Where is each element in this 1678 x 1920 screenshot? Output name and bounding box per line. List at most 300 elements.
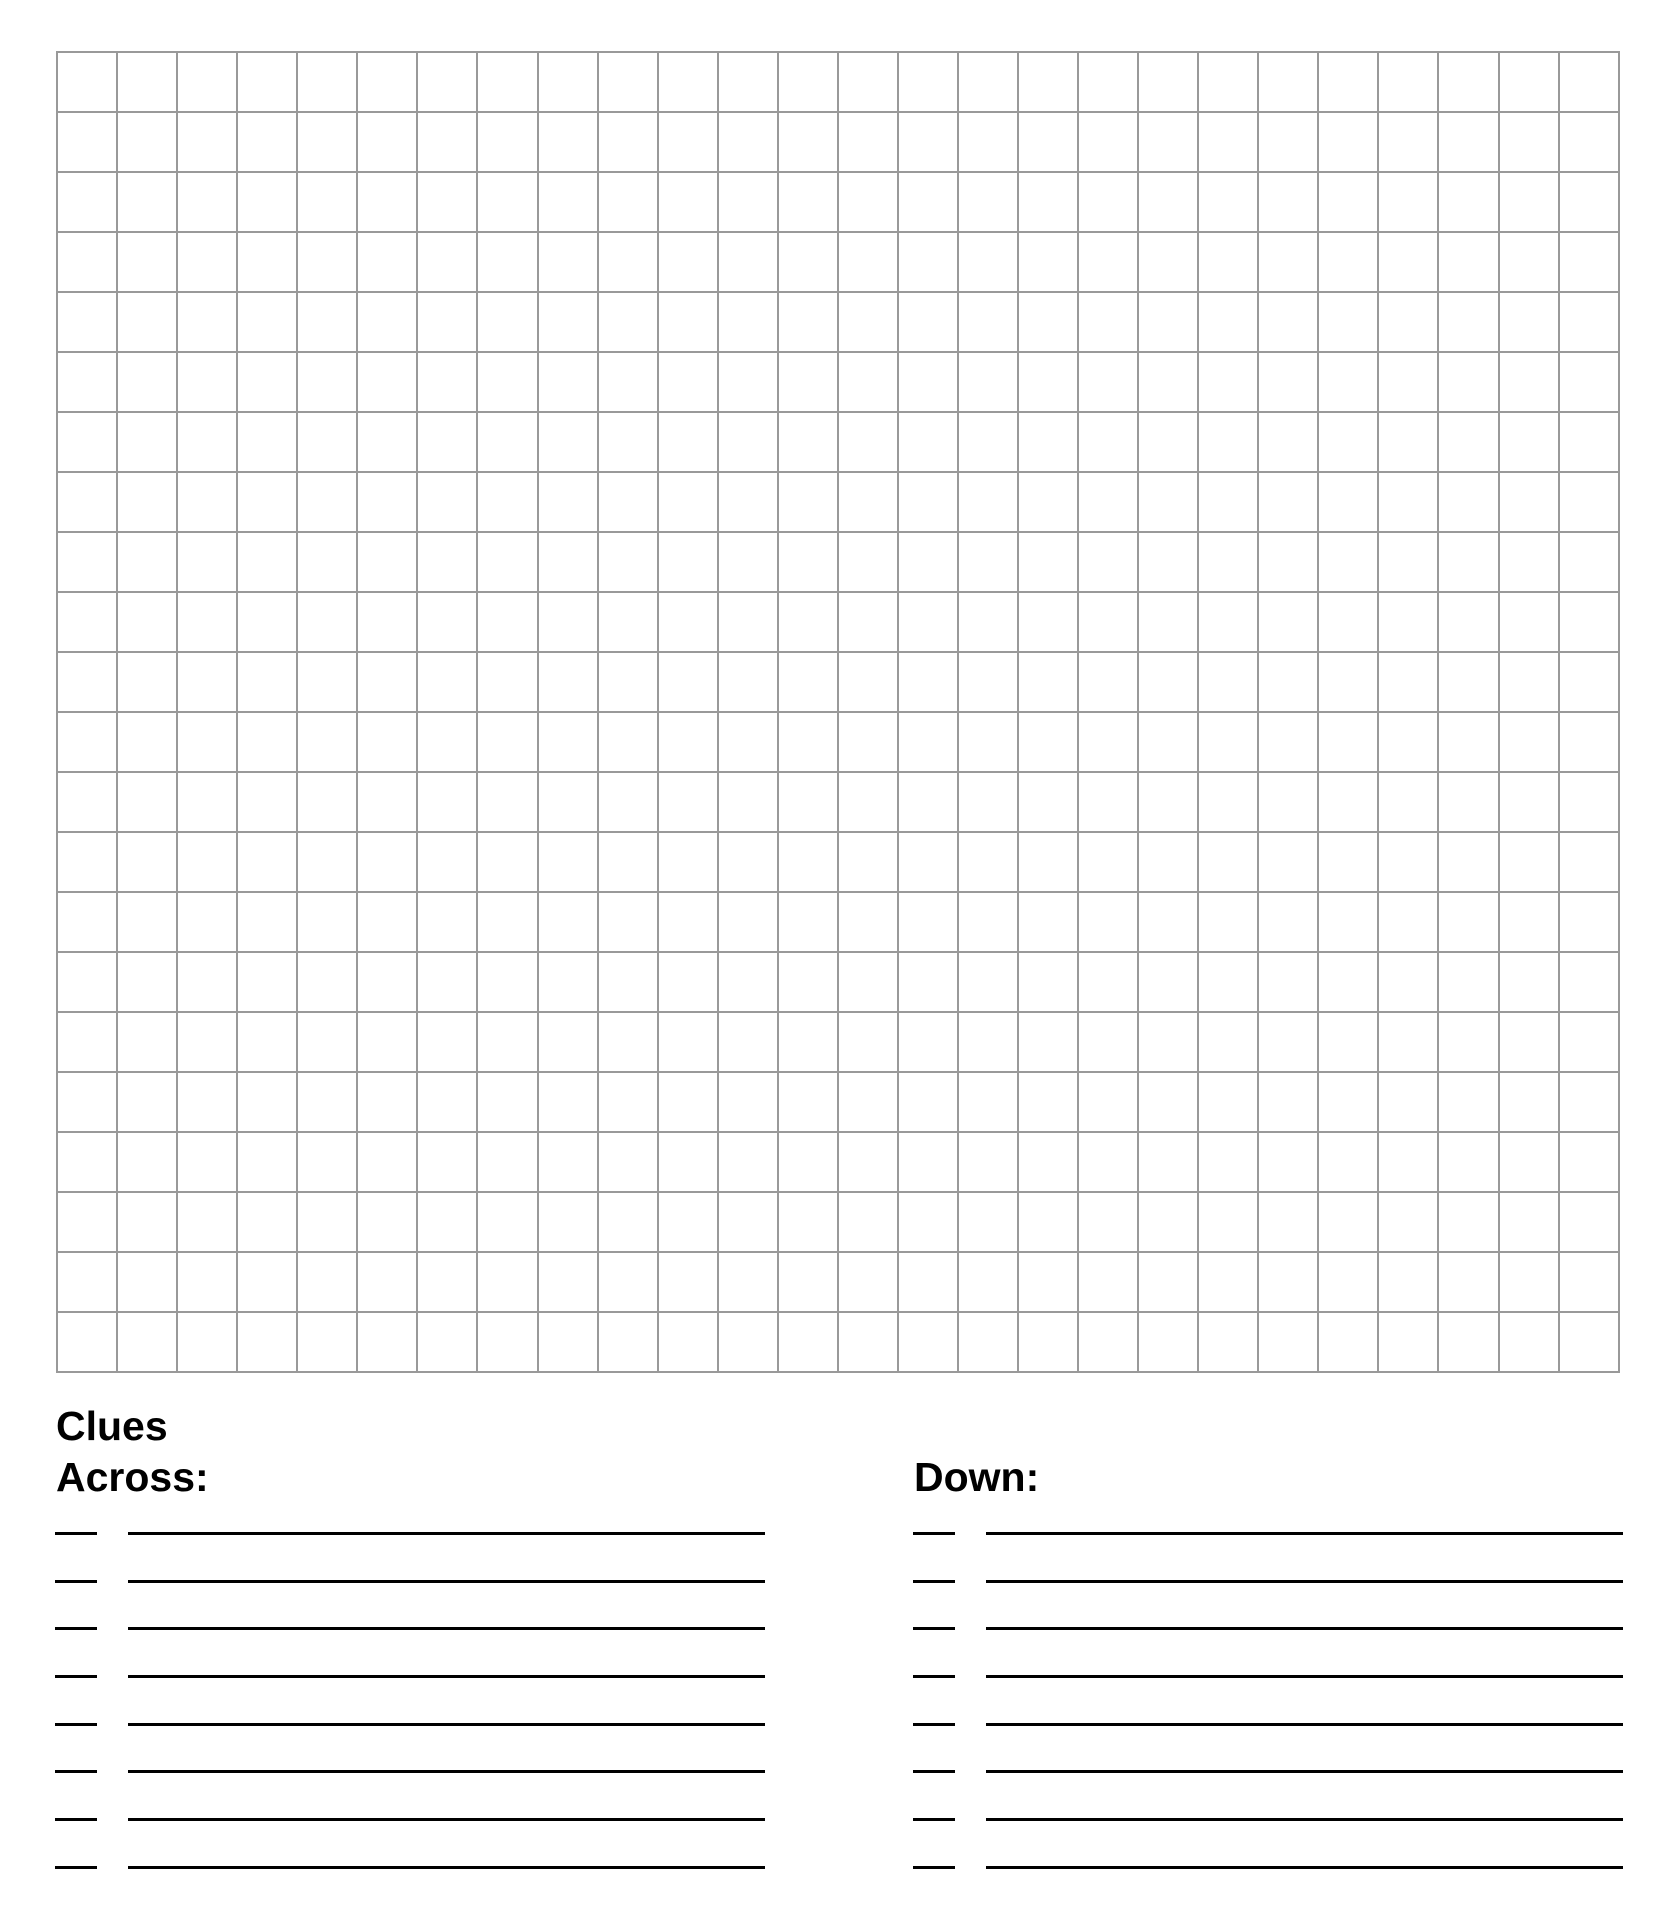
clue-number-blank [913, 1723, 955, 1726]
grid-cell [838, 652, 898, 712]
grid-cell [1198, 412, 1258, 472]
grid-cell [417, 592, 477, 652]
clue-text-blank [986, 1818, 1623, 1821]
grid-cell [538, 772, 598, 832]
grid-cell [477, 832, 537, 892]
grid-cell [958, 292, 1018, 352]
across-clue-list [55, 1532, 767, 1914]
grid-cell [1559, 1072, 1619, 1132]
grid-cell [1318, 472, 1378, 532]
grid-cell [838, 592, 898, 652]
grid-cell [778, 292, 838, 352]
grid-cell [778, 1312, 838, 1372]
grid-cell [598, 712, 658, 772]
grid-cell [598, 472, 658, 532]
grid-cell [538, 172, 598, 232]
grid-cell [1078, 1072, 1138, 1132]
grid-cell [297, 1252, 357, 1312]
grid-cell [1318, 412, 1378, 472]
grid-cell [718, 832, 778, 892]
grid-cell [177, 832, 237, 892]
grid-cell [1258, 1192, 1318, 1252]
grid-cell [1318, 1312, 1378, 1372]
grid-cell [958, 772, 1018, 832]
clue-row [913, 1627, 1625, 1675]
grid-cell [297, 1132, 357, 1192]
grid-cell [297, 1192, 357, 1252]
grid-cell [1318, 532, 1378, 592]
grid-cell [1138, 352, 1198, 412]
grid-cell [177, 412, 237, 472]
grid-cell [898, 1072, 958, 1132]
grid-cell [1318, 832, 1378, 892]
grid-cell [1198, 172, 1258, 232]
grid-cell [778, 832, 838, 892]
grid-cell [1198, 52, 1258, 112]
grid-cell [297, 112, 357, 172]
grid-cell [718, 1252, 778, 1312]
grid-cell [57, 292, 117, 352]
grid-row [57, 1132, 1619, 1192]
grid-cell [477, 892, 537, 952]
clue-number-blank [55, 1818, 97, 1821]
grid-cell [838, 1192, 898, 1252]
grid-cell [1138, 1132, 1198, 1192]
clue-row [55, 1627, 767, 1675]
grid-cell [658, 832, 718, 892]
grid-cell [1378, 112, 1438, 172]
grid-cell [598, 592, 658, 652]
grid-cell [237, 1252, 297, 1312]
grid-cell [1078, 1312, 1138, 1372]
grid-cell [1378, 352, 1438, 412]
grid-cell [117, 172, 177, 232]
grid-cell [357, 592, 417, 652]
grid-cell [1378, 1252, 1438, 1312]
grid-cell [297, 1072, 357, 1132]
grid-cell [778, 1072, 838, 1132]
grid-cell [117, 532, 177, 592]
grid-cell [1438, 1192, 1498, 1252]
grid-cell [297, 652, 357, 712]
grid-cell [898, 772, 958, 832]
grid-cell [778, 232, 838, 292]
clue-row [55, 1770, 767, 1818]
grid-cell [1258, 652, 1318, 712]
grid-cell [417, 352, 477, 412]
grid-cell [477, 1012, 537, 1072]
grid-cell [177, 712, 237, 772]
grid-row [57, 772, 1619, 832]
grid-cell [1258, 532, 1318, 592]
grid-cell [1559, 772, 1619, 832]
grid-cell [898, 832, 958, 892]
grid-cell [1378, 1192, 1438, 1252]
grid-cell [57, 532, 117, 592]
grid-cell [1559, 892, 1619, 952]
grid-cell [958, 232, 1018, 292]
grid-cell [1018, 292, 1078, 352]
grid-cell [357, 1012, 417, 1072]
grid-cell [598, 412, 658, 472]
grid-cell [237, 412, 297, 472]
grid-cell [718, 712, 778, 772]
grid-cell [1438, 772, 1498, 832]
grid-cell [1559, 1132, 1619, 1192]
grid-cell [117, 772, 177, 832]
grid-cell [417, 172, 477, 232]
grid-cell [1318, 592, 1378, 652]
grid-cell [538, 232, 598, 292]
grid-cell [1318, 952, 1378, 1012]
grid-cell [658, 412, 718, 472]
grid-cell [658, 1192, 718, 1252]
grid-cell [177, 592, 237, 652]
grid-cell [1018, 532, 1078, 592]
grid-cell [1018, 1192, 1078, 1252]
grid-cell [1018, 232, 1078, 292]
grid-cell [1198, 592, 1258, 652]
grid-cell [658, 472, 718, 532]
grid-cell [538, 712, 598, 772]
down-clue-list [913, 1532, 1625, 1914]
grid-row [57, 1192, 1619, 1252]
grid-cell [1078, 172, 1138, 232]
grid-cell [1559, 112, 1619, 172]
grid-cell [1559, 1252, 1619, 1312]
grid-cell [1018, 172, 1078, 232]
grid-cell [1438, 712, 1498, 772]
grid-cell [357, 472, 417, 532]
grid-cell [477, 352, 537, 412]
grid-cell [658, 892, 718, 952]
grid-cell [297, 412, 357, 472]
grid-cell [1138, 652, 1198, 712]
grid-cell [1499, 1252, 1559, 1312]
grid-cell [1258, 352, 1318, 412]
grid-cell [718, 772, 778, 832]
grid-cell [898, 712, 958, 772]
grid-cell [1198, 652, 1258, 712]
grid-cell [958, 1072, 1018, 1132]
grid-cell [417, 1312, 477, 1372]
grid-cell [177, 772, 237, 832]
grid-cell [57, 472, 117, 532]
clue-text-blank [128, 1866, 765, 1869]
grid-cell [838, 472, 898, 532]
grid-cell [357, 112, 417, 172]
grid-cell [417, 412, 477, 472]
grid-cell [57, 1132, 117, 1192]
grid-cell [117, 592, 177, 652]
grid-cell [57, 1072, 117, 1132]
clues-heading: Clues [56, 1403, 168, 1449]
grid-cell [297, 172, 357, 232]
across-label: Across: [56, 1454, 209, 1500]
grid-cell [237, 952, 297, 1012]
grid-cell [417, 892, 477, 952]
grid-cell [1078, 532, 1138, 592]
clue-number-blank [55, 1723, 97, 1726]
clue-text-blank [986, 1627, 1623, 1630]
grid-cell [1318, 172, 1378, 232]
grid-cell [57, 352, 117, 412]
grid-cell [57, 652, 117, 712]
clue-row [55, 1866, 767, 1914]
clue-text-blank [128, 1818, 765, 1821]
grid-cell [297, 1312, 357, 1372]
grid-cell [898, 172, 958, 232]
grid-cell [417, 652, 477, 712]
grid-cell [538, 52, 598, 112]
grid-cell [1138, 52, 1198, 112]
grid-cell [237, 832, 297, 892]
grid-cell [1318, 1012, 1378, 1072]
grid-cell [538, 292, 598, 352]
grid-cell [1438, 652, 1498, 712]
grid-cell [1138, 892, 1198, 952]
grid-cell [1499, 832, 1559, 892]
grid-cell [117, 52, 177, 112]
grid-cell [1018, 652, 1078, 712]
grid-cell [1559, 1312, 1619, 1372]
grid-cell [718, 952, 778, 1012]
grid-cell [1438, 292, 1498, 352]
clue-text-blank [986, 1770, 1623, 1773]
grid-cell [1198, 532, 1258, 592]
grid-cell [357, 1072, 417, 1132]
clue-number-blank [913, 1770, 955, 1773]
grid-cell [297, 712, 357, 772]
grid-cell [598, 532, 658, 592]
clue-text-blank [986, 1675, 1623, 1678]
grid-cell [57, 112, 117, 172]
grid-cell [1378, 952, 1438, 1012]
grid-cell [237, 592, 297, 652]
grid-cell [1198, 952, 1258, 1012]
grid-cell [417, 52, 477, 112]
grid-cell [357, 232, 417, 292]
grid-cell [1318, 112, 1378, 172]
grid-cell [718, 112, 778, 172]
grid-cell [1258, 292, 1318, 352]
grid-cell [297, 892, 357, 952]
grid-cell [718, 292, 778, 352]
grid-cell [1499, 712, 1559, 772]
grid-cell [1198, 832, 1258, 892]
grid-cell [898, 652, 958, 712]
grid-cell [658, 352, 718, 412]
grid-cell [1078, 292, 1138, 352]
grid-cell [417, 1012, 477, 1072]
grid-cell [417, 472, 477, 532]
grid-cell [1018, 1072, 1078, 1132]
grid-cell [177, 472, 237, 532]
grid-cell [778, 1192, 838, 1252]
grid-cell [117, 472, 177, 532]
grid-cell [1378, 52, 1438, 112]
grid-cell [658, 652, 718, 712]
grid-cell [898, 1192, 958, 1252]
grid-cell [1378, 472, 1438, 532]
grid-cell [1018, 832, 1078, 892]
grid-cell [598, 1192, 658, 1252]
grid-cell [417, 1132, 477, 1192]
grid-cell [57, 1192, 117, 1252]
grid-cell [958, 172, 1018, 232]
grid-cell [417, 1072, 477, 1132]
grid-cell [177, 1252, 237, 1312]
grid-cell [1078, 232, 1138, 292]
grid-cell [778, 652, 838, 712]
grid-row [57, 832, 1619, 892]
grid-cell [177, 112, 237, 172]
grid-cell [1258, 592, 1318, 652]
grid-cell [1258, 712, 1318, 772]
grid-row [57, 172, 1619, 232]
grid-cell [237, 1012, 297, 1072]
grid-cell [1559, 472, 1619, 532]
grid-cell [1318, 292, 1378, 352]
grid-cell [958, 592, 1018, 652]
grid-cell [1018, 892, 1078, 952]
grid-cell [1559, 292, 1619, 352]
grid-cell [538, 952, 598, 1012]
grid-cell [117, 412, 177, 472]
grid-cell [237, 52, 297, 112]
grid-cell [237, 772, 297, 832]
grid-cell [1438, 592, 1498, 652]
grid-cell [1258, 412, 1318, 472]
grid-cell [117, 1312, 177, 1372]
grid-cell [1318, 52, 1378, 112]
grid-cell [1438, 232, 1498, 292]
grid-cell [1378, 292, 1438, 352]
grid-cell [477, 1192, 537, 1252]
grid-cell [1318, 232, 1378, 292]
grid-cell [538, 892, 598, 952]
grid-cell [718, 1192, 778, 1252]
grid-cell [357, 652, 417, 712]
grid-cell [1018, 1012, 1078, 1072]
grid-cell [1438, 112, 1498, 172]
grid-cell [1078, 352, 1138, 412]
clue-row [55, 1818, 767, 1866]
grid-cell [538, 592, 598, 652]
grid-cell [838, 52, 898, 112]
grid-cell [1138, 472, 1198, 532]
grid-cell [1198, 712, 1258, 772]
grid-row [57, 712, 1619, 772]
grid-cell [1438, 1072, 1498, 1132]
grid-cell [1018, 352, 1078, 412]
grid-cell [1258, 892, 1318, 952]
grid-cell [958, 472, 1018, 532]
grid-cell [1138, 112, 1198, 172]
grid-cell [117, 652, 177, 712]
grid-cell [598, 832, 658, 892]
grid-cell [237, 652, 297, 712]
grid-cell [838, 1012, 898, 1072]
grid-cell [838, 112, 898, 172]
grid-cell [417, 772, 477, 832]
grid-cell [658, 1132, 718, 1192]
grid-cell [898, 412, 958, 472]
grid-cell [1438, 352, 1498, 412]
grid-cell [417, 1192, 477, 1252]
grid-cell [718, 1012, 778, 1072]
grid-cell [598, 1312, 658, 1372]
grid-cell [1499, 172, 1559, 232]
grid-cell [117, 832, 177, 892]
grid-cell [117, 352, 177, 412]
grid-cell [718, 1132, 778, 1192]
grid-cell [1258, 1012, 1318, 1072]
grid-cell [1258, 1132, 1318, 1192]
grid-cell [958, 1132, 1018, 1192]
grid-cell [1138, 1012, 1198, 1072]
grid-cell [1018, 712, 1078, 772]
grid-cell [1499, 472, 1559, 532]
grid-cell [357, 772, 417, 832]
grid-cell [477, 532, 537, 592]
grid-cell [357, 952, 417, 1012]
grid-cell [1499, 652, 1559, 712]
clue-row [913, 1770, 1625, 1818]
grid-cell [598, 1012, 658, 1072]
grid-cell [177, 1312, 237, 1372]
grid-cell [477, 772, 537, 832]
grid-cell [658, 592, 718, 652]
grid-row [57, 1252, 1619, 1312]
grid-cell [658, 1072, 718, 1132]
grid-cell [1438, 952, 1498, 1012]
grid-cell [718, 1312, 778, 1372]
grid-cell [1078, 1132, 1138, 1192]
grid-cell [658, 112, 718, 172]
grid-row [57, 352, 1619, 412]
grid-cell [838, 292, 898, 352]
grid-cell [1438, 1312, 1498, 1372]
grid-cell [1018, 772, 1078, 832]
grid-cell [898, 532, 958, 592]
grid-cell [117, 1012, 177, 1072]
clue-number-blank [913, 1866, 955, 1869]
grid-cell [117, 1132, 177, 1192]
grid-cell [57, 772, 117, 832]
clue-row [55, 1675, 767, 1723]
grid-cell [57, 52, 117, 112]
grid-row [57, 52, 1619, 112]
grid-cell [538, 472, 598, 532]
grid-cell [538, 112, 598, 172]
clue-row [55, 1532, 767, 1580]
grid-cell [1378, 1132, 1438, 1192]
grid-cell [1318, 712, 1378, 772]
grid-cell [477, 472, 537, 532]
grid-cell [57, 412, 117, 472]
grid-cell [1078, 652, 1138, 712]
grid-cell [1378, 892, 1438, 952]
grid-row [57, 232, 1619, 292]
grid-row [57, 652, 1619, 712]
grid-cell [117, 232, 177, 292]
grid-cell [838, 352, 898, 412]
grid-cell [778, 772, 838, 832]
grid-cell [898, 292, 958, 352]
grid-cell [1078, 772, 1138, 832]
grid-cell [1378, 772, 1438, 832]
